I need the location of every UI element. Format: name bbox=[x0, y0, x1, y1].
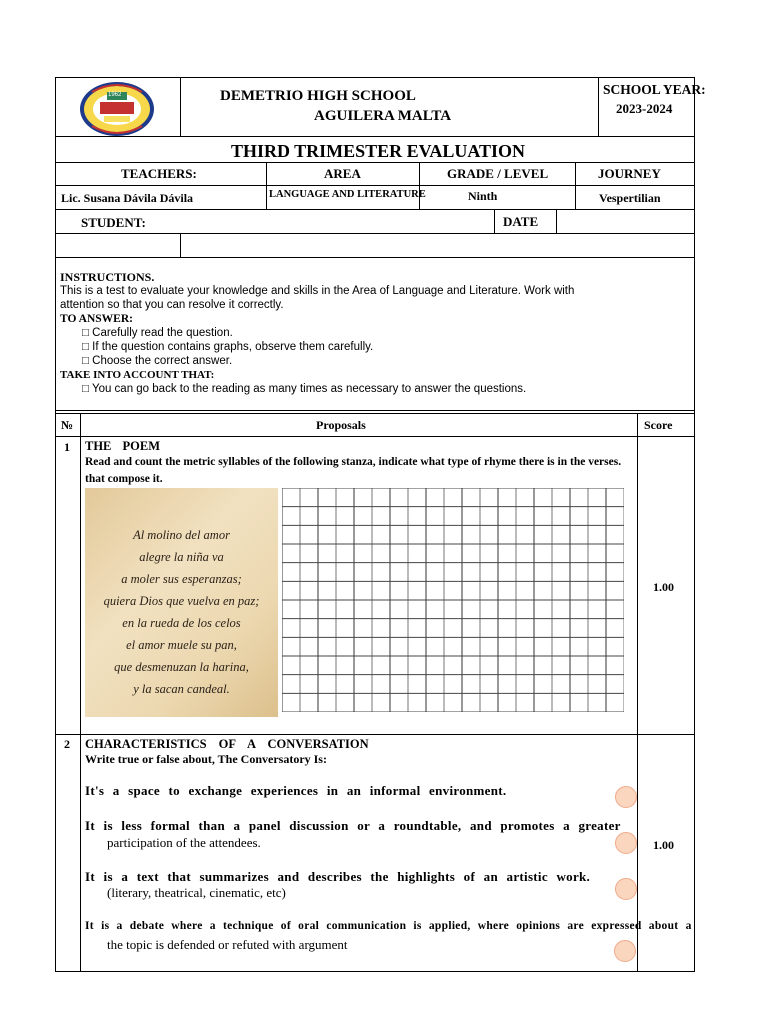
col-proposals-header: Proposals bbox=[316, 418, 366, 432]
table-top-border-2 bbox=[55, 413, 694, 414]
col-score-header: Score bbox=[644, 418, 673, 432]
journey-label: JOURNEY bbox=[598, 166, 661, 181]
stanza-line: en la rueda de los celos bbox=[122, 616, 241, 630]
header-divider-year bbox=[598, 77, 599, 136]
to-answer-item-text: If the question contains graphs, observe them carefully. bbox=[92, 341, 374, 353]
to-answer-item bbox=[82, 355, 232, 367]
stanza-line: quiera Dios que vuelva en paz; bbox=[103, 594, 260, 608]
statement-line1: It is a text that summarizes and describes the highlights of an artistic work. bbox=[85, 869, 591, 884]
question2-score: 1.00 bbox=[653, 838, 674, 852]
score-column-divider bbox=[637, 413, 638, 971]
journey-value: Vespertilian bbox=[599, 191, 661, 205]
question2-title: CHARACTERISTICS OF A CONVERSATION bbox=[85, 737, 369, 751]
teachers-label: TEACHERS: bbox=[121, 166, 197, 181]
answer-circle[interactable] bbox=[615, 878, 637, 900]
school-year-value: 2023-2024 bbox=[616, 101, 673, 116]
date-label: DATE bbox=[503, 214, 539, 229]
info-row1-bottom bbox=[55, 185, 694, 186]
date-field[interactable] bbox=[557, 210, 693, 232]
col-number-header: № bbox=[61, 418, 74, 432]
statement bbox=[85, 920, 692, 932]
statement-line2: participation of the attendees. bbox=[107, 835, 261, 850]
table-top-border-1 bbox=[55, 410, 694, 411]
instructions-title: INSTRUCTIONS. bbox=[60, 270, 155, 284]
statement-line2: the topic is defended or refuted with argument bbox=[107, 937, 348, 952]
stanza-line: que desmenuzan la harina, bbox=[114, 660, 249, 674]
stanza-line: a moler sus esperanzas; bbox=[121, 572, 242, 586]
poem-image bbox=[85, 488, 278, 717]
frame-bottom-border bbox=[55, 971, 694, 972]
statement bbox=[85, 783, 506, 799]
stanza-line: Al molino del amor bbox=[133, 528, 230, 542]
statement-line1: It's a space to exchange experiences in an informal environment. bbox=[85, 783, 507, 798]
title-bottom-border bbox=[55, 162, 694, 163]
answer-circle[interactable] bbox=[615, 786, 637, 808]
evaluation-title-text: THIRD TRIMESTER EVALUATION bbox=[230, 141, 526, 161]
table-header-bottom bbox=[55, 436, 694, 437]
student-date-divider bbox=[494, 209, 495, 233]
checkbox-icon: □ bbox=[82, 355, 89, 367]
area-value: LANGUAGE AND LITERATURE bbox=[269, 189, 426, 200]
to-answer-item-text: Choose the correct answer. bbox=[92, 355, 233, 367]
header-divider-logo bbox=[180, 77, 181, 136]
to-answer-title: TO ANSWER: bbox=[60, 313, 133, 325]
checkbox-icon: □ bbox=[82, 383, 89, 395]
take-into-account-item bbox=[82, 383, 526, 395]
answer-circle[interactable] bbox=[614, 940, 636, 962]
to-answer-item bbox=[82, 327, 233, 339]
question1-prompt-line1: Read and count the metric syllables of the following stanza, indicate what type of rhyme there is in the verses. bbox=[85, 456, 622, 468]
answer-circle[interactable] bbox=[615, 832, 637, 854]
school-logo bbox=[78, 80, 156, 138]
question1-number: 1 bbox=[64, 440, 70, 454]
question1-title: THE POEM bbox=[85, 439, 161, 453]
school-name-line2: AGUILERA MALTA bbox=[314, 108, 452, 124]
school-year-label: SCHOOL YEAR: bbox=[603, 82, 706, 97]
frame-right-border bbox=[694, 77, 695, 972]
statement-line1: It is less formal than a panel discussion or a roundtable, and promotes a greater bbox=[85, 818, 621, 833]
question2-number: 2 bbox=[64, 737, 70, 751]
grade-label: GRADE / LEVEL bbox=[447, 166, 549, 181]
stanza-line: el amor muele su pan, bbox=[126, 638, 237, 652]
to-answer-item-text: Carefully read the question. bbox=[92, 327, 233, 339]
take-into-account-title: TAKE INTO ACCOUNT THAT: bbox=[60, 369, 215, 381]
checkbox-icon: □ bbox=[82, 341, 89, 353]
question2-prompt: Write true or false about, The Conversatory Is: bbox=[85, 752, 327, 766]
question1-prompt-line2: that compose it. bbox=[85, 473, 163, 485]
evaluation-title bbox=[0, 141, 768, 162]
question1-score: 1.00 bbox=[653, 580, 674, 594]
syllable-grid[interactable] bbox=[282, 488, 624, 712]
school-name-line1: DEMETRIO HIGH SCHOOL bbox=[220, 88, 416, 104]
student-label: STUDENT: bbox=[81, 215, 146, 230]
student-name-field[interactable] bbox=[181, 234, 693, 256]
frame-left-border bbox=[55, 77, 56, 972]
stanza-line: y la sacan candeal. bbox=[133, 682, 230, 696]
logo-year-text: 1962 bbox=[108, 92, 122, 98]
take-into-account-item-text: You can go back to the reading as many times as necessary to answer the questions. bbox=[91, 383, 527, 395]
student-name-row-bottom bbox=[55, 257, 694, 258]
number-column-divider bbox=[80, 413, 81, 971]
statement bbox=[85, 869, 590, 885]
checkbox-icon: □ bbox=[82, 327, 89, 339]
statement-line1: It is a debate where a technique of oral communication is applied, where opinions are expressed about a bbox=[85, 920, 692, 932]
stanza-line: alegre la niña va bbox=[139, 550, 224, 564]
instructions-line1: This is a test to evaluate your knowledge and skills in the Area of Language and Literature. Work with bbox=[60, 285, 575, 297]
statement-line2: (literary, theatrical, cinematic, etc) bbox=[107, 885, 286, 900]
question-separator bbox=[55, 734, 694, 735]
statement bbox=[85, 818, 621, 834]
grade-value: Ninth bbox=[468, 189, 498, 203]
to-answer-item bbox=[82, 341, 373, 353]
instructions-line2: attention so that you can resolve it correctly. bbox=[60, 299, 284, 311]
area-label: AREA bbox=[324, 166, 361, 181]
teacher-name: Lic. Susana Dávila Dávila bbox=[61, 191, 194, 205]
